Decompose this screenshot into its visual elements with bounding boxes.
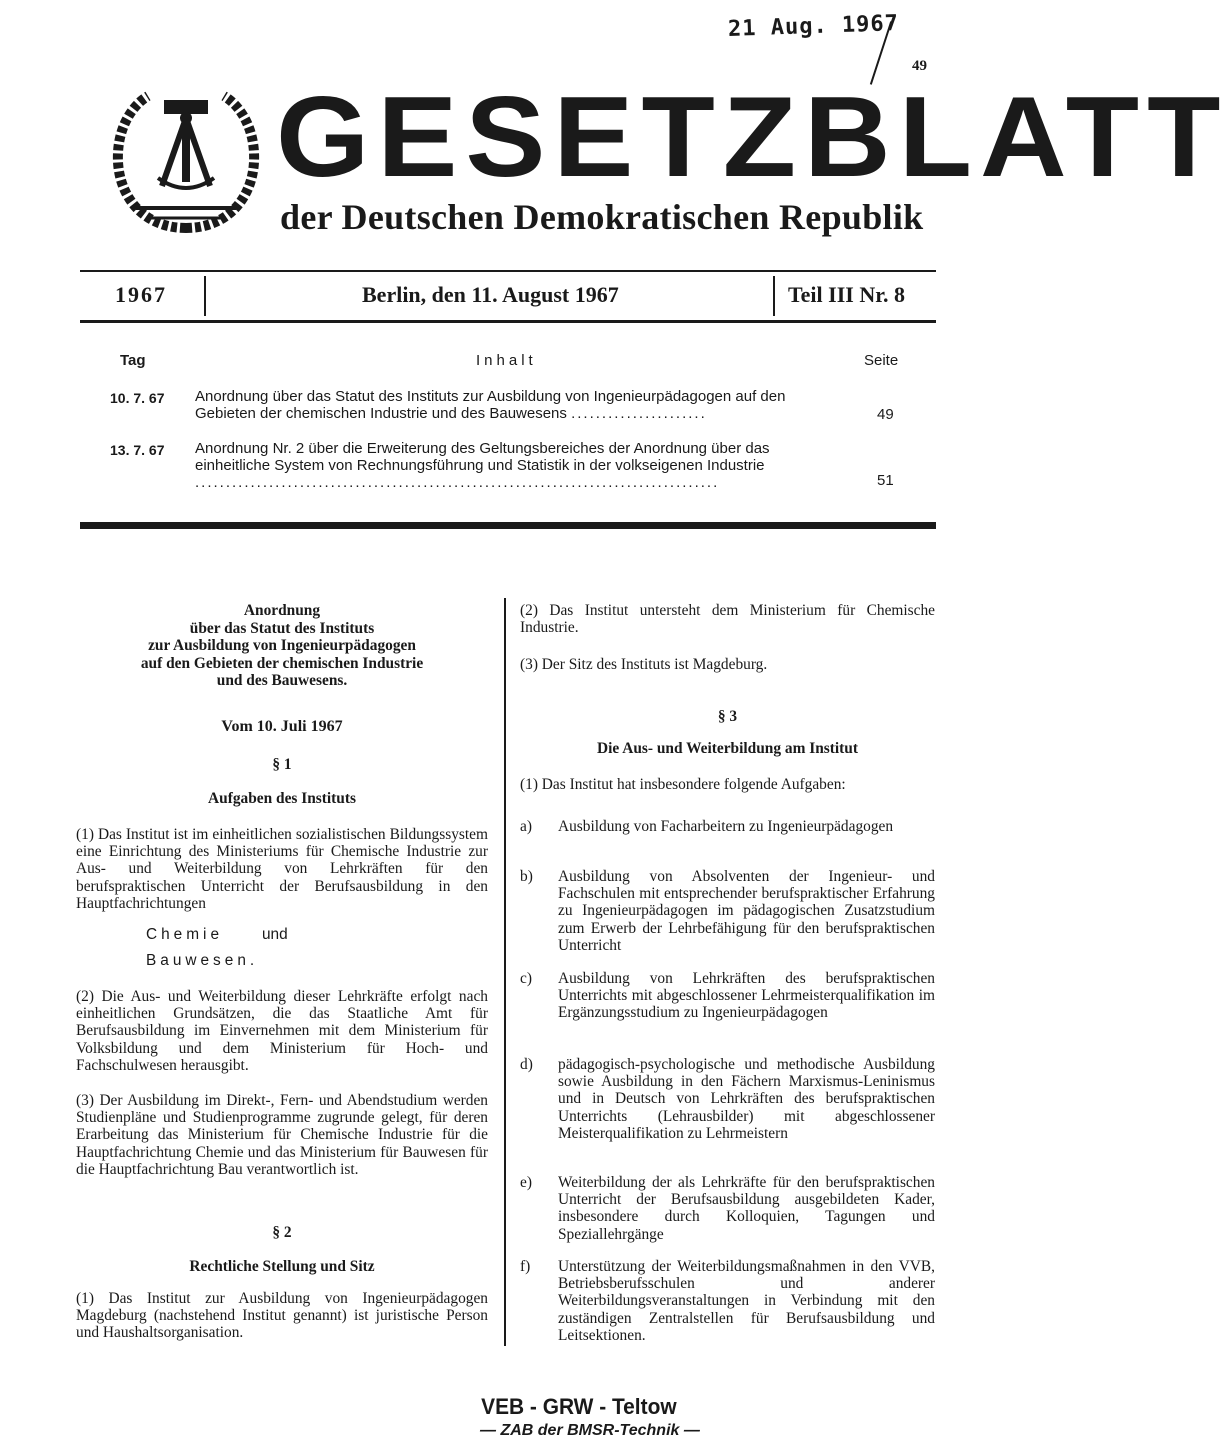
library-stamp-line2: — ZAB der BMSR-Technik — bbox=[480, 1422, 700, 1439]
field-chemie: Chemie bbox=[146, 926, 224, 943]
list-item-text: pädagogisch-psychologische und methodische Ausbildung sowie Ausbildung in den Fächern Marxismus-Leninismus und in Deutsch von Lehrkräften des berufspraktischen Unterrichts (Lehrausbilder) mit abgeschlossener Meisterqualifikation zu Lehrmeistern bbox=[558, 1056, 935, 1142]
article-title: Anordnung über das Statut des Instituts zur Ausbildung von Ingenieurpädagogen auf den Gebieten der chemischen Industrie und des Bauwesens. bbox=[140, 602, 424, 689]
toc-entry-text[interactable] bbox=[195, 388, 845, 422]
list-item bbox=[520, 1174, 935, 1243]
paragraph: (1) Das Institut ist im einheitlichen sozialistischen Bildungssystem eine Einrichtung des Ministeriums für Chemische Industrie zur Aus- und Weiterbildung von Lehrkräften für den berufspraktischen Unterricht der Berufsausbildung in den Hauptfachrichtungen bbox=[76, 826, 488, 912]
list-item-label: b) bbox=[520, 868, 533, 885]
section-heading: Rechtliche Stellung und Sitz bbox=[189, 1258, 375, 1275]
list-item-text: Ausbildung von Facharbeitern zu Ingenieurpädagogen bbox=[558, 818, 894, 835]
field-and: und bbox=[262, 926, 288, 943]
toc-entry-title: Anordnung Nr. 2 über die Erweiterung des Geltungsbereiches der Anordnung über das einheitliche System von Rechnungsführung und Statistik in der volkseigenen Industrie bbox=[195, 440, 770, 474]
paragraph: (2) Die Aus- und Weiterbildung dieser Lehrkräfte erfolgt nach einheitlichen Grundsätzen, die das Staatliche Amt für Berufsausbildung im Einvernehmen mit dem Ministerium für Volksbildung und dem Ministerium für Hoch- und Fachschulwesen herausgibt. bbox=[76, 988, 488, 1074]
issue-date: Berlin, den 11. August 1967 bbox=[362, 282, 619, 307]
section-number: § 3 bbox=[717, 708, 738, 725]
list-item bbox=[520, 1056, 935, 1142]
list-item-text: Ausbildung von Lehrkräften des berufspraktischen Unterrichts mit abgeschlossener Lehrmeisterqualifikation im Ergänzungsstudium zu Ingenieurpädagogen bbox=[558, 970, 935, 1022]
toc-leader-dots: ..................................................................................... bbox=[195, 474, 720, 491]
list-item-label: f) bbox=[520, 1258, 531, 1275]
paragraph: (1) Das Institut hat insbesondere folgende Aufgaben: bbox=[520, 776, 846, 793]
list-item bbox=[520, 1258, 935, 1344]
list-item-label: c) bbox=[520, 970, 532, 987]
list-item-label: d) bbox=[520, 1056, 533, 1073]
paragraph: (3) Der Ausbildung im Direkt-, Fern- und Abendstudium werden Studienpläne und Studienprogramme zugrunde gelegt, für deren Erarbeitung das Ministerium für Chemische Industrie für die Hauptfachrichtung Chemie und das Ministerium für Bauwesen für die Hauptfachrichtung Bau verantwortlich ist. bbox=[76, 1092, 488, 1178]
issue-year: 1967 bbox=[115, 282, 167, 307]
issue-divider bbox=[773, 276, 775, 316]
toc-header-page: Seite bbox=[864, 352, 899, 369]
toc-entry-page: 51 bbox=[877, 472, 894, 489]
article-date: Vom 10. Juli 1967 bbox=[221, 718, 343, 735]
toc-entry-date: 10. 7. 67 bbox=[110, 390, 165, 406]
list-item bbox=[520, 818, 935, 835]
issue-part: Teil III Nr. 8 bbox=[788, 282, 905, 307]
toc-entry-text[interactable] bbox=[195, 440, 845, 491]
toc-header-content: Inhalt bbox=[476, 352, 537, 369]
column-divider bbox=[504, 598, 506, 1346]
section-heading: Aufgaben des Instituts bbox=[208, 790, 356, 807]
masthead-subtitle: der Deutschen Demokratischen Republik bbox=[280, 197, 924, 237]
issue-divider bbox=[204, 276, 206, 316]
ddr-emblem-icon bbox=[106, 78, 266, 238]
toc-entry-page: 49 bbox=[877, 406, 894, 423]
list-item-label: a) bbox=[520, 818, 532, 835]
page-number: 49 bbox=[912, 58, 927, 74]
section-number: § 1 bbox=[272, 756, 292, 773]
toc-leader-dots: ...................... bbox=[571, 405, 707, 422]
field-bauwesen: Bauwesen. bbox=[146, 952, 259, 969]
masthead-title: GESETZBLATT bbox=[276, 73, 1228, 201]
list-item-text: Unterstützung der Weiterbildungsmaßnahmen in den VVB, Betriebsberufsschulen und anderer Weiterbildungsveranstaltungen in Verbindung mit den zuständigen Zentralstellen für Berufsausbildung und Leitsektionen. bbox=[558, 1258, 935, 1344]
received-date-stamp: 21 Aug. 1967 bbox=[727, 11, 900, 42]
list-item bbox=[520, 970, 935, 1022]
paragraph: (2) Das Institut untersteht dem Ministerium für Chemische Industrie. bbox=[520, 602, 935, 637]
toc-rule bbox=[80, 522, 936, 529]
list-item-text: Ausbildung von Absolventen der Ingenieur- und Fachschulen mit entsprechender berufspraktischer Erfahrung zu Ingenieurpädagogen im pädagogischen Zusatzstudium zum Erwerb der Lehrbefähigung für den berufspraktischen Unterricht bbox=[558, 868, 935, 954]
paragraph: (1) Das Institut zur Ausbildung von Ingenieurpädagogen Magdeburg (nachstehend Institut genannt) ist juristische Person und Haushaltsorganisation. bbox=[76, 1290, 488, 1342]
toc-entry-title: Anordnung über das Statut des Instituts zur Ausbildung von Ingenieurpädagogen auf den Gebieten der chemischen Industrie und des Bauwesens bbox=[195, 388, 786, 422]
list-item-text: Weiterbildung der als Lehrkräfte für den berufspraktischen Unterricht der Berufsausbildung ausgebildeten Kader, insbesondere durch Kolloquien, Tagungen und Speziallehrgänge bbox=[558, 1174, 935, 1243]
section-heading: Die Aus- und Weiterbildung am Institut bbox=[597, 740, 858, 757]
paragraph: (3) Der Sitz des Instituts ist Magdeburg. bbox=[520, 656, 768, 673]
toc-entry-date: 13. 7. 67 bbox=[110, 442, 165, 458]
library-stamp-line1: VEB - GRW - Teltow bbox=[481, 1394, 677, 1419]
list-item-label: e) bbox=[520, 1174, 532, 1191]
toc-header-date: Tag bbox=[120, 352, 146, 369]
section-number: § 2 bbox=[272, 1224, 292, 1241]
list-item bbox=[520, 868, 935, 954]
